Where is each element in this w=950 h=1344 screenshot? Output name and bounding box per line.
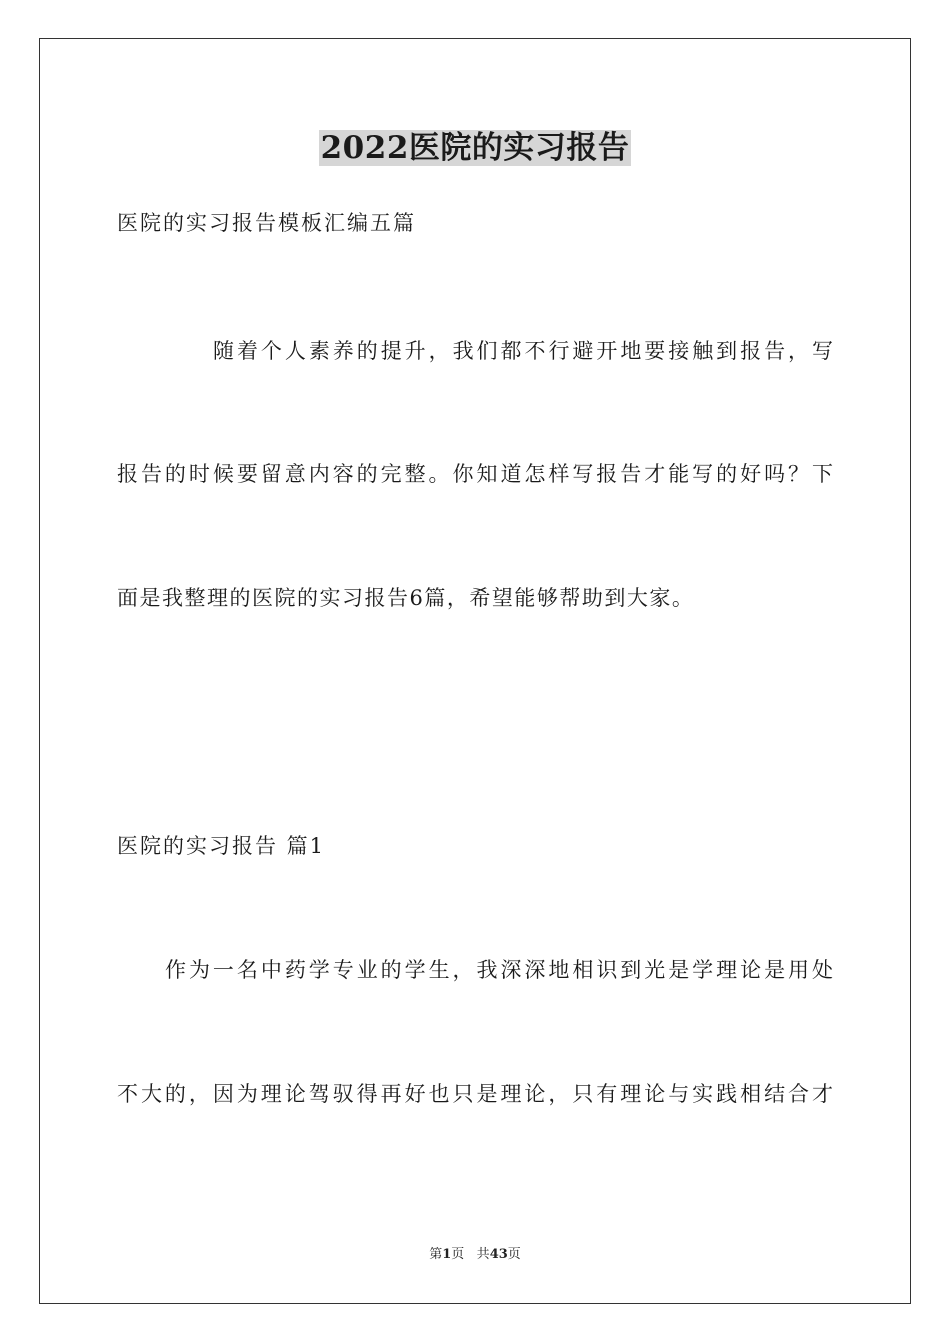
footer-total-pages: 43 [489, 1247, 508, 1262]
document-title-text: 2022医院的实习报告 [320, 130, 630, 166]
intro-line-1: 随着个人素养的提升，我们都不行避开地要接触到报告，写 [213, 339, 833, 363]
footer-page-number: 1 [442, 1247, 452, 1262]
footer-page-prefix: 第 [429, 1247, 443, 1262]
document-subtitle: 医院的实习报告模板汇编五篇 [117, 211, 416, 235]
document-title [0, 126, 950, 170]
section-line-2: 不大的，因为理论驾驭得再好也只是理论，只有理论与实践相结合才 [117, 1082, 833, 1106]
section-line-1: 作为一名中药学专业的学生，我深深地相识到光是学理论是用处 [165, 958, 833, 982]
section-heading: 医院的实习报告 篇1 [117, 834, 326, 858]
intro-line-3: 面是我整理的医院的实习报告6篇，希望能够帮助到大家。 [117, 586, 695, 610]
footer-page-suffix: 页 [451, 1247, 465, 1262]
page-footer [0, 1246, 950, 1264]
footer-total-prefix: 共 [476, 1247, 490, 1262]
intro-line-2: 报告的时候要留意内容的完整。你知道怎样写报告才能写的好吗？下 [117, 462, 833, 486]
footer-total-suffix: 页 [507, 1247, 521, 1262]
